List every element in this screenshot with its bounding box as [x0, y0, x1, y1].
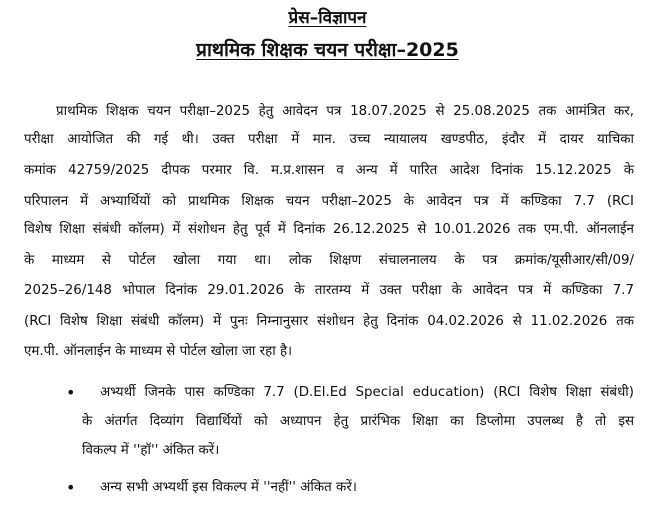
paragraph-line: प्राथमिक शिक्षक चयन परीक्षा–2025 हेतु आवेदन पत्र 18.07.2025 से 25.08.2025 तक आमंत्रित कर,	[56, 104, 634, 119]
paragraph-line: परीक्षा आयोजित की गई थी। उक्त परीक्षा में मान. उच्च न्यायालय खण्डपीठ, इंदौर में दायर याचिका	[24, 132, 634, 147]
heading-press-advertisement: प्रेस–विज्ञापन	[288, 8, 367, 28]
bullet-line: विकल्प में ''हॉ'' अंकित करें।	[82, 443, 220, 458]
bullet-line: के अंतर्गत दिव्यांग विद्यार्थियों को अध्यापन हेतु प्रारंभिक शिक्षा का डिप्लोमा उपलब्ध है तो इस	[82, 414, 634, 429]
paragraph-line: कमांक 42759/2025 दीपक परमार वि. म.प्र.शासन व अन्य में पारित आदेश दिनांक 15.12.2025 के	[24, 163, 634, 178]
bullet-line: अभ्यर्थी जिनके पास कण्डिका 7.7 (D.El.Ed Special education) (RCI विशेष शिक्षा संबंधी)	[100, 385, 634, 400]
paragraph-line: एम.पी. ऑनलाईन के माध्यम से पोर्टल खोला जा रहा है।	[24, 344, 293, 359]
paragraph-line: (RCI विशेष शिक्षा संबंधी कॉलम) में पुनः निम्नानुसार संशोधन हेतु दिनांक 04.02.2026 से 11.02.2026 तक	[24, 314, 634, 329]
bullet-line: अन्य सभी अभ्यर्थी इस विकल्प में ''नहीं'' अंकित करें।	[100, 480, 357, 495]
paragraph-line: के माध्यम से पोर्टल खोला गया था। लोक शिक्षण संचालनालय के पत्र क्रमांक/यूसीआर/सी/09/	[24, 253, 634, 268]
paragraph-line: विशेष शिक्षा संबंधी कॉलम) में संशोधन हेतु पूर्व में दिनांक 26.12.2025 से 10.01.2026 तक एम.पी. ऑनलाईन	[24, 222, 634, 237]
heading-exam-title: प्राथमिक शिक्षक चयन परीक्षा–2025	[196, 39, 459, 61]
paragraph-line: परिपालन में अभ्यार्थियों को प्राथमिक शिक्षक चयन परीक्षा–2025 के आवेदन पत्र में कण्डिका 7.7 (RCI	[24, 194, 634, 209]
paragraph-line: 2025–26/148 भोपाल दिनांक 29.01.2026 के तारतम्य में उक्त परीक्षा के आवेदन पत्र में कण्डिका 7.7	[24, 283, 634, 298]
bullet-marker: •	[66, 383, 76, 402]
bullet-marker: •	[66, 478, 76, 497]
